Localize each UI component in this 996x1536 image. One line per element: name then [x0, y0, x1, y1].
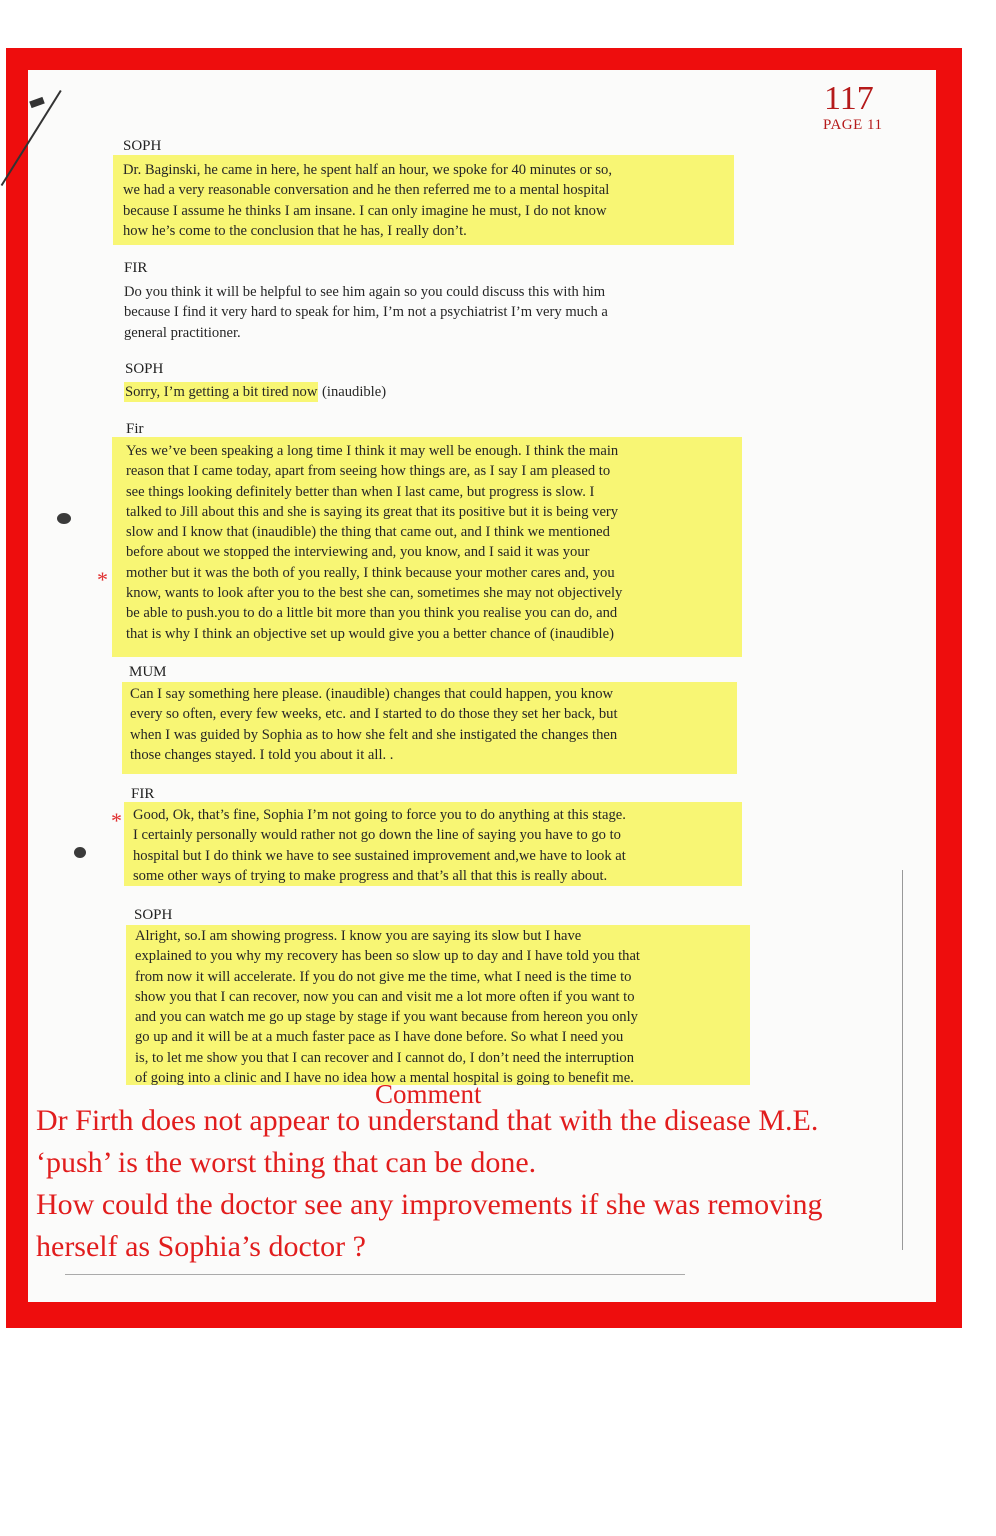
- speaker-label: FIR: [131, 786, 155, 802]
- dialogue-paragraph: Good, Ok, that’s fine, Sophia I’m not going to force you to do anything at this stage. I certainly personally would rather not go down the line of saying you have to go to hospital but I do think we have to see sustained improvement and,we have to look at some other ways of trying to make progress and that’s all that this is really about.: [133, 807, 626, 884]
- dialogue-paragraph: Yes we’ve been speaking a long time I think it may well be enough. I think the main reason that I came today, apart from seeing how things are, as I say I am pleased to see things looking definitely better than when I last came, but progress is slow. I talked to Jill about this and she is saying its great that its positive but it is being very slow and I know that (inaudible) the thing that came out, and I think we mentioned before about we stopped the interviewing and, you know, and I said it was your mother but it was the both of you really, I think because your mother cares and, you know, wants to look after you to the best she can, sometimes she may not objectively be able to push.you to do a little bit more than you think you realise you can do, and that is why I think an objective set up would give you a better chance of (inaudible): [126, 443, 623, 642]
- speaker-label: FIR: [124, 260, 148, 276]
- speaker-label: SOPH: [123, 138, 162, 154]
- asterisk-marker: *: [111, 808, 122, 833]
- dialogue-paragraph: Dr. Baginski, he came in here, he spent half an hour, we spoke for 40 minutes or so, we had a very reasonable conversation and he then referred me to a mental hospital because I assume he thinks I am insane. I can only imagine he must, I do not know how he’s come to the conclusion that he has, I really don’t.: [123, 162, 612, 239]
- page-label: PAGE 11: [823, 117, 883, 133]
- page-number: 117: [824, 80, 874, 117]
- dialogue-paragraph: Alright, so.I am showing progress. I know you are saying its slow but I have explained to you why my recovery has been so slow up to day and I have told you that from now it will accelerate. If you do not give me the time, what I need is the time to show you that I can recover, now you can and visit me a lot more often if you want to and you can watch me go up stage by stage if you want because from hereon you only go up and it will be at a much faster pace as I have done before. So what I need you is, to let me show you that I can recover and I cannot do, I don’t need the interruption of going into a clinic and I have no idea how a mental hospital is going to benefit me.: [135, 928, 640, 1087]
- speaker-label: MUM: [129, 664, 167, 680]
- scan-edge-line: [902, 870, 903, 1250]
- comment-line: Dr Firth does not appear to understand that with the disease M.E.: [36, 1104, 819, 1137]
- dialogue-paragraph: Sorry, I’m getting a bit tired now (inaudible): [125, 384, 387, 400]
- comment-title: Comment: [375, 1079, 482, 1109]
- scan-bottom-line: [65, 1274, 685, 1275]
- speaker-label: SOPH: [125, 361, 164, 377]
- comment-line: How could the doctor see any improvements if she was removing: [36, 1188, 823, 1221]
- comment-line: herself as Sophia’s doctor ?: [36, 1230, 366, 1263]
- comment-line: ‘push’ is the worst thing that can be done.: [36, 1146, 537, 1179]
- dialogue-paragraph: Can I say something here please. (inaudible) changes that could happen, you know every so often, every few weeks, etc. and I started to do those they set her back, but when I was guided by Sophia as to how she felt and she instigated the changes then those changes stayed. I told you about it all. .: [130, 686, 618, 763]
- ink-blot: [74, 847, 86, 858]
- speaker-label: SOPH: [134, 907, 173, 923]
- ink-blot: [57, 513, 71, 524]
- asterisk-marker: *: [97, 567, 108, 592]
- speaker-label: Fir: [126, 421, 144, 437]
- dialogue-paragraph: Do you think it will be helpful to see him again so you could discuss this with him because I find it very hard to speak for him, I’m not a psychiatrist I’m very much a general practitioner.: [124, 284, 608, 341]
